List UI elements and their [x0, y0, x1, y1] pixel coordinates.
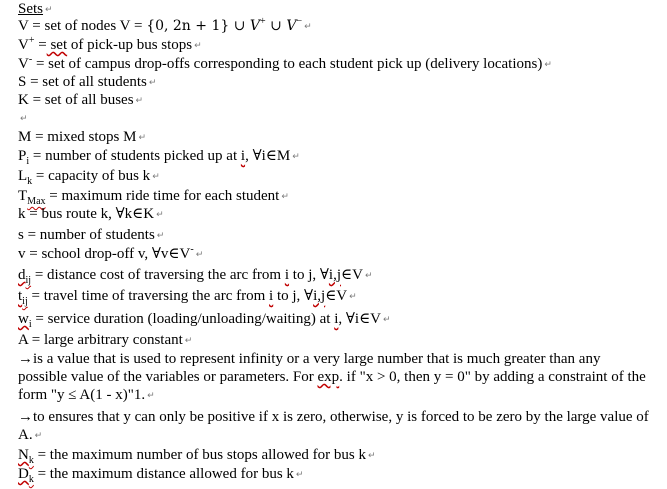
paragraph-mark: ↵ [148, 78, 157, 88]
paragraph-mark: ↵ [184, 336, 193, 346]
w-symbol: w [18, 311, 29, 327]
line-s [18, 226, 164, 246]
t-ij: i,j [313, 288, 326, 304]
v-plus-sup: + [260, 16, 266, 27]
paragraph-mark: ↵ [194, 41, 202, 51]
line-Vminus [18, 55, 552, 75]
paragraph-mark: ↵ [292, 152, 300, 162]
t-index: i [269, 288, 274, 304]
para1-text: →is a value that is used to represent infinity or a very large number that is much greater than any possible value of the variables or parameters. For [18, 351, 601, 385]
d-max-text: = the maximum distance allowed for bus k [33, 466, 294, 482]
paragraph-mark: ↵ [20, 114, 28, 124]
vminus-sup: - [28, 54, 33, 65]
w-index: i [334, 311, 339, 327]
paragraph-mark: ↵ [364, 271, 373, 281]
s-number-definition: s = number of students [18, 227, 155, 243]
l-symbol: L [18, 168, 28, 184]
vminus-rest: = set of campus drop-offs corresponding to each student pick up (delivery locations) [32, 56, 543, 72]
line-t [18, 287, 357, 307]
v-definition: V = set of nodes V = [18, 18, 147, 34]
paragraph-mark: ↵ [281, 192, 289, 202]
paragraph-mark: ↵ [156, 231, 165, 241]
line-K [18, 91, 143, 111]
d-sub: ij [25, 275, 32, 286]
para1-text-2: . if "x > 0, then y = 0" by adding a constraint of the form "y ≤ A(1 - x)"1. [18, 369, 646, 403]
paragraph-mark: ↵ [295, 470, 304, 480]
k-route-definition: k = bus route k, ∀k∈K [18, 206, 155, 222]
blank-line [18, 109, 28, 129]
t-symbol: t [18, 288, 23, 304]
paragraph-mark: ↵ [383, 315, 391, 325]
d-symbol: d [18, 267, 26, 283]
v-minus-sup: − [296, 16, 303, 27]
t-text: = travel time of traversing the arc from [27, 288, 270, 304]
paragraph-mark: ↵ [195, 250, 204, 260]
d-index: i [284, 267, 290, 283]
line-D [18, 465, 303, 485]
line-k [18, 205, 164, 225]
paragraph-mark: ↵ [544, 60, 552, 70]
t-text-2: to j, ∀ [273, 288, 314, 304]
v-plus-symbol: V [249, 18, 261, 34]
t-in-v: ∈V [325, 288, 348, 304]
d-in-v: ∈V [341, 267, 363, 283]
line-A [18, 331, 192, 351]
t-max-text: = maximum ride time for each student [45, 188, 280, 204]
v-dropoff-definition: v = school drop-off v, ∀v∈V [18, 246, 191, 262]
line-Vplus [18, 36, 202, 56]
p-sub: i [26, 156, 30, 167]
t-max-symbol: T [18, 188, 28, 204]
l-sub: k [27, 176, 33, 187]
v-set-math: {0, 2n + 1} [146, 18, 230, 34]
n-sub: k [28, 455, 34, 466]
paragraph-mark: ↵ [147, 391, 155, 401]
n-symbol: N [18, 447, 29, 463]
l-text: = capacity of bus k [32, 168, 151, 184]
heading-text: Sets [18, 1, 44, 17]
d-max-symbol: D [18, 466, 29, 482]
line-w [18, 310, 391, 330]
s-definition: S = set of all students [18, 74, 147, 90]
d-text: = distance cost of traversing the arc from [31, 267, 285, 283]
vplus-sup: + [28, 35, 35, 46]
paragraph-mark: ↵ [135, 96, 144, 106]
paragraph-mark: ↵ [152, 172, 160, 182]
para2-text: →to ensures that y can only be positive if x is zero, otherwise, y is forced to be zero by the large value of A. [18, 409, 649, 443]
line-V [18, 17, 312, 37]
line-P [18, 147, 300, 167]
w-forall: , ∀i∈V [338, 311, 382, 327]
p-index: i [240, 148, 246, 164]
p-forall: , ∀i∈M [245, 148, 291, 164]
p-text: = number of students picked up at [29, 148, 241, 164]
line-T [18, 187, 289, 207]
t-max-sub: Max [27, 196, 46, 207]
paragraph-mark: ↵ [368, 451, 376, 461]
vplus-symbol: V [18, 37, 29, 53]
d-ij: i,j [328, 267, 342, 283]
v-minus-symbol: V [286, 18, 297, 34]
paragraph-positive-y [18, 408, 650, 446]
a-definition: A = large arbitrary constant [18, 332, 183, 348]
line-M [18, 128, 146, 148]
paragraph-big-m [18, 350, 650, 406]
line-L [18, 167, 160, 187]
n-text: = the maximum number of bus stops allowed for bus k [33, 447, 367, 463]
p-symbol: P [18, 148, 27, 164]
union-symbol: ∪ [229, 18, 250, 34]
line-S [18, 73, 156, 93]
paragraph-mark: ↵ [156, 210, 164, 220]
v-dropoff-sup: - [190, 244, 194, 255]
w-text: = service duration (loading/unloading/waiting) at [31, 311, 335, 327]
vplus-eq: = [34, 37, 47, 53]
d-max-sub: k [28, 474, 34, 485]
k-definition: K = set of all buses [18, 92, 134, 108]
paragraph-mark: ↵ [34, 431, 43, 441]
m-definition: M = mixed stops M [18, 129, 137, 145]
paragraph-mark: ↵ [349, 292, 357, 302]
union-symbol: ∪ [265, 18, 287, 34]
line-N [18, 446, 376, 466]
para1-exp: exp [317, 369, 340, 385]
paragraph-mark: ↵ [304, 22, 312, 32]
vplus-rest: of pick-up bus stops [67, 37, 193, 53]
paragraph-mark: ↵ [45, 5, 53, 15]
line-d [18, 266, 373, 286]
vminus-symbol: V [18, 56, 29, 72]
paragraph-mark: ↵ [138, 133, 147, 143]
vplus-set-word: set [46, 37, 68, 53]
t-sub: ij [22, 296, 28, 307]
d-text-2: to j, ∀ [289, 267, 329, 283]
line-v [18, 245, 203, 265]
w-sub: i [28, 319, 32, 330]
